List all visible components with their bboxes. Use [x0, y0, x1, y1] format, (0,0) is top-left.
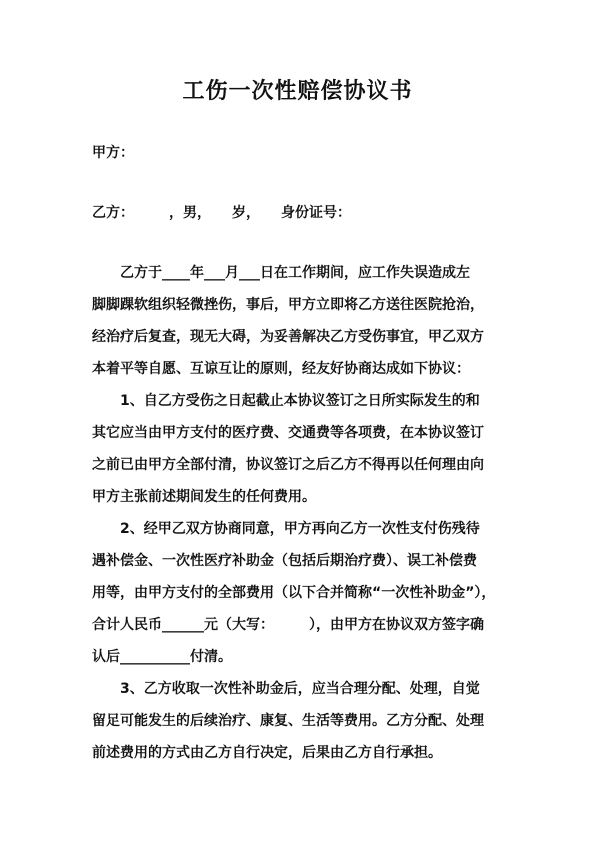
party-a-line: 甲方： — [92, 145, 134, 161]
clause-1-line: 1、自乙方受伤之日起截止本协议签订之日所实际发生的和 — [92, 393, 480, 409]
clause-2-line: 2、经甲乙双方协商同意，甲方再向乙方一次性支付伤残待 — [92, 521, 480, 537]
document-title: 工伤一次性赔偿协议书 — [182, 79, 413, 104]
clause-1-line: 之前已由甲方全部付清，协议签订之后乙方不得再以任何理由向 — [92, 457, 484, 473]
clause-3-line: 留足可能发生的后续治疗、康复、生活等费用。乙方分配、处理 — [92, 713, 484, 729]
clause-3-line: 前述费用的方式由乙方自行决定，后果由乙方自行承担。 — [92, 745, 442, 761]
body-line: 本着平等自愿、互谅互让的原则，经友好协商达成如下协议： — [92, 361, 470, 377]
party-b-line: 乙方： ，男， 岁， 身份证号： — [92, 205, 351, 221]
body-line: 乙方于____年___月___日在工作期间，应工作失误造成左 — [92, 265, 470, 281]
clause-1-line: 其它应当由甲方支付的医疗费、交通费等各项费，在本协议签订 — [92, 425, 484, 441]
body-line: 经治疗后复查，现无大碍，为妥善解决乙方受伤事宜，甲乙双方 — [92, 329, 484, 345]
clause-2-line: 遇补偿金、一次性医疗补助金（包括后期治疗费）、误工补偿费 — [92, 553, 477, 569]
clause-3-line: 3、乙方收取一次性补助金后，应当合理分配、处理，自觉 — [92, 681, 480, 697]
body-line: 脚脚踝软组织轻微挫伤，事后，甲方立即将乙方送往医院抢治， — [92, 297, 484, 313]
clause-2-line: 认后__________付清。 — [92, 649, 232, 665]
clause-1-line: 甲方主张前述期间发生的任何费用。 — [92, 489, 316, 505]
clause-2-line: 合计人民币______元（大写： ），由甲方在协议双方签字确 — [92, 617, 484, 633]
clause-2-line: 用等，由甲方支付的全部费用（以下合并简称“一次性补助金”）， — [92, 585, 496, 601]
